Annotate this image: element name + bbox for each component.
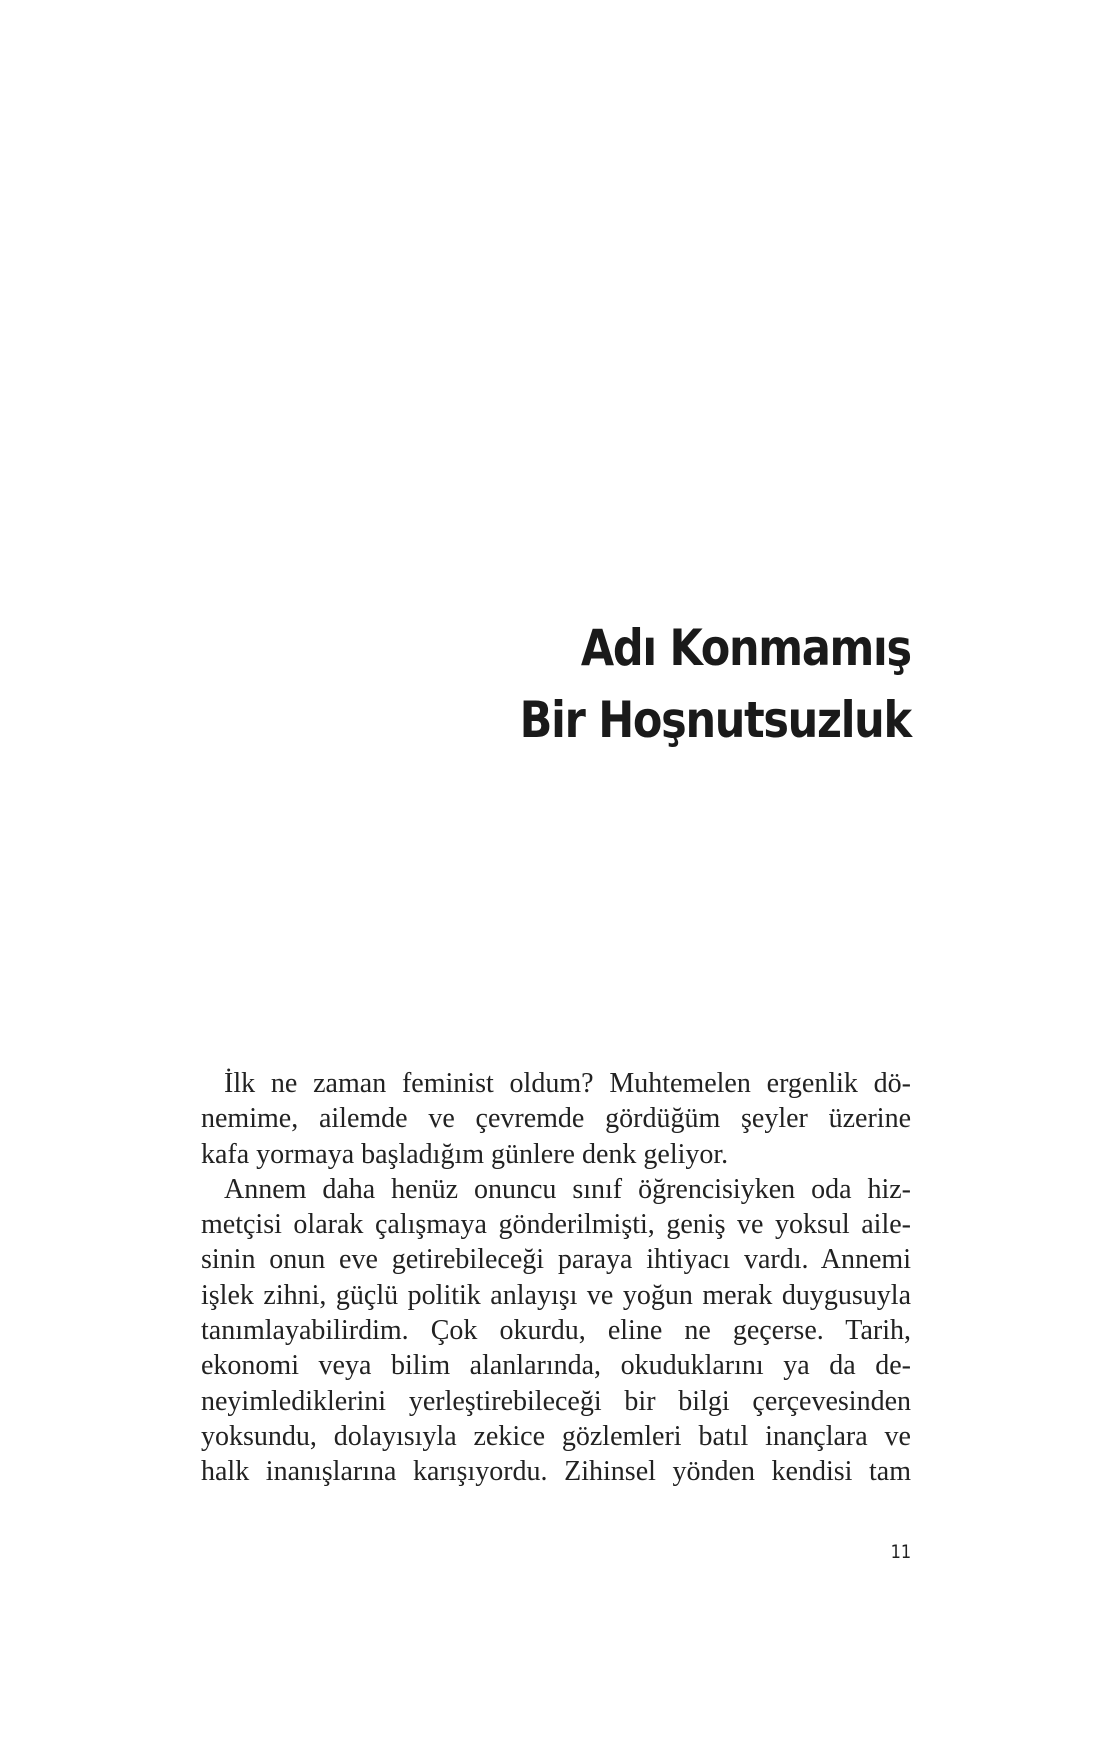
- body-line: kafa yormaya başladığım günlere denk geliyor.: [201, 1138, 729, 1170]
- body-line: neyimlediklerini yerleştirebileceği bir bilgi çerçevesinden: [201, 1385, 911, 1417]
- body-line: İlk ne zaman feminist oldum? Muhtemelen ergenlik dö-: [224, 1068, 911, 1099]
- body-line: yoksundu, dolayısıyla zekice gözlemleri batıl inançlara ve: [201, 1420, 911, 1452]
- body-line: işlek zihni, güçlü politik anlayışı ve yoğun merak duygusuyla: [201, 1279, 911, 1311]
- body-line: nemime, ailemde ve çevremde gördüğüm şeyler üzerine: [201, 1103, 911, 1135]
- body-line: tanımlayabilirdim. Çok okurdu, eline ne geçerse. Tarih,: [201, 1315, 911, 1347]
- body-line: sinin onun eve getirebileceği paraya ihtiyacı vardı. Annemi: [201, 1244, 911, 1276]
- body-line: halk inanışlarına karışıyordu. Zihinsel yönden kendisi tam: [201, 1456, 911, 1488]
- chapter-title: [520, 612, 911, 756]
- chapter-title-line-1: Adı Konmamış: [581, 619, 911, 677]
- body-line: Annem daha henüz onuncu sınıf öğrencisiyken oda hiz-: [224, 1173, 911, 1205]
- body-line: metçisi olarak çalışmaya gönderilmişti, geniş ve yoksul aile-: [201, 1209, 911, 1241]
- chapter-title-line-2: Bir Hoşnutsuzluk: [519, 691, 911, 749]
- body-text: [201, 1066, 911, 1490]
- page-number: 11: [890, 1541, 911, 1563]
- body-line: ekonomi veya bilim alanlarında, okuduklarını ya da de-: [201, 1350, 911, 1382]
